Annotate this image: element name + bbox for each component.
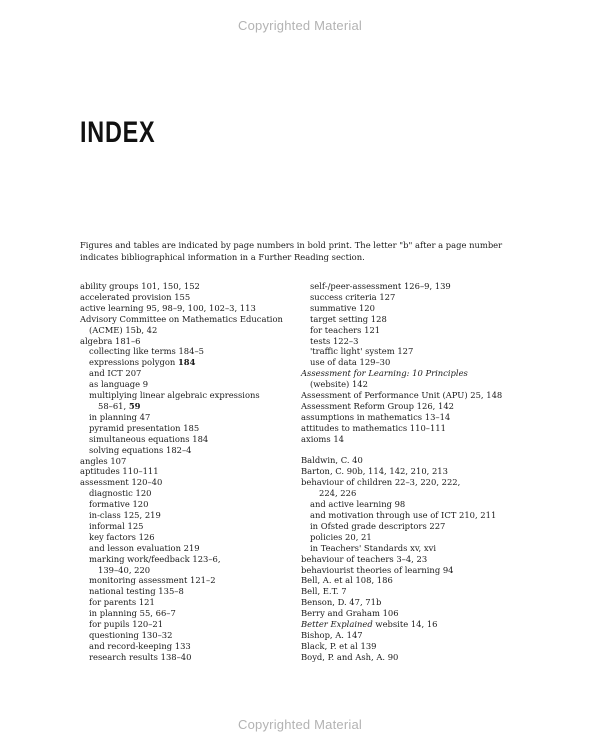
index-entry-text: for parents 121 [89, 597, 155, 608]
index-subentry [301, 488, 521, 499]
index-subentry [301, 346, 521, 357]
index-subentry [80, 445, 285, 456]
index-entry-italic-title: Assessment for Learning: 10 Principles [301, 368, 468, 379]
index-entry-text: solving equations 182–4 [89, 444, 192, 455]
index-entry-text: Bell, A. et al 108, 186 [301, 575, 393, 586]
index-entry-text: assessment 120–40 [80, 477, 163, 488]
index-entry-text: formative 120 [89, 499, 149, 510]
index-subentry [80, 521, 285, 532]
index-entry [301, 423, 521, 434]
index-subentry [80, 510, 285, 521]
index-subentry [80, 532, 285, 543]
index-subentry [80, 630, 285, 641]
index-entry-text: (ACME) 15b, 42 [89, 324, 158, 335]
index-subentry [301, 314, 521, 325]
index-entry-text: behaviour of teachers 3–4, 23 [301, 553, 428, 564]
index-entry [301, 652, 521, 663]
index-entry-text: in planning 47 [89, 411, 151, 422]
index-entry [301, 401, 521, 412]
index-subentry [80, 597, 285, 608]
index-entry-text: behaviourist theories of learning 94 [301, 564, 454, 575]
index-entry [80, 314, 285, 325]
index-entry [301, 619, 521, 630]
index-subentry [80, 379, 285, 390]
index-column-left [80, 281, 285, 663]
index-entry-text: diagnostic 120 [89, 488, 152, 499]
index-entry-text: use of data 129–30 [310, 357, 391, 368]
index-entry-text: target setting 128 [310, 313, 387, 324]
index-entry-text: Assessment of Performance Unit (APU) 25, 148 [301, 390, 503, 401]
index-entry-text: angles 107 [80, 455, 127, 466]
index-entry-text: tests 122–3 [310, 335, 359, 346]
index-entry-text: Benson, D. 47, 71b [301, 597, 382, 608]
index-entry-text: and ICT 207 [89, 368, 142, 379]
index-entry [301, 477, 521, 488]
index-subentry [301, 292, 521, 303]
index-entry-text: Boyd, P. and Ash, A. 90 [301, 651, 399, 662]
index-entry-text: summative 120 [310, 302, 375, 313]
index-entry-text: Bell, E.T. 7 [301, 586, 347, 597]
index-entry-text: Advisory Committee on Mathematics Education [80, 313, 283, 324]
index-entry-text: simultaneous equations 184 [89, 433, 209, 444]
index-entry-text: and record-keeping 133 [89, 640, 191, 651]
index-subentry [301, 336, 521, 347]
index-entry-text: for teachers 121 [310, 324, 381, 335]
index-entry-text: research results 138–40 [89, 651, 192, 662]
index-subentry [301, 521, 521, 532]
index-entry-text: 'traffic light' system 127 [310, 346, 414, 357]
index-entry-text: as language 9 [89, 379, 149, 390]
index-entry-text: pyramid presentation 185 [89, 422, 200, 433]
index-entry-text: Bishop, A. 147 [301, 629, 363, 640]
index-entry-text: marking work/feedback 123–6, [89, 553, 221, 564]
index-entry [301, 597, 521, 608]
index-subentry [80, 325, 285, 336]
index-entry-text: accelerated provision 155 [80, 291, 191, 302]
index-column-right [301, 281, 521, 663]
index-entry-text: questioning 130–32 [89, 630, 173, 640]
index-entry-text: algebra 181–6 [80, 335, 141, 346]
index-entry-text: 139–40, 220 [98, 564, 151, 575]
index-intro-note: Figures and tables are indicated by page numbers in bold print. The letter "b" after a page number indicates bibliographical information in a Further Reading section. [80, 240, 503, 262]
index-entry-text: and motivation through use of ICT 210, 211 [310, 510, 497, 521]
index-entry-text: (website) 142 [310, 379, 368, 390]
index-entry [301, 368, 521, 379]
index-entry-text: and lesson evaluation 219 [89, 542, 200, 553]
index-entry-text: and active learning 98 [310, 499, 406, 510]
index-entry-text: success criteria 127 [310, 291, 396, 302]
index-entry [301, 641, 521, 652]
index-entry [301, 434, 521, 445]
index-subentry [80, 423, 285, 434]
index-subentry [80, 401, 285, 412]
index-entry-text: in Teachers' Standards xv, xvi [310, 542, 437, 553]
index-subentry [80, 412, 285, 423]
index-entry-text: axioms 14 [301, 433, 344, 444]
index-entry-text: Assessment Reform Group 126, 142 [301, 400, 454, 411]
index-entry-text: Berry and Graham 106 [301, 608, 399, 619]
index-subentry [301, 499, 521, 510]
index-subentry [301, 532, 521, 543]
index-section-gap [301, 445, 521, 456]
index-entry-text: informal 125 [89, 520, 144, 531]
index-entry [80, 303, 285, 314]
index-entry [301, 466, 521, 477]
index-entry-text: policies 20, 21 [310, 531, 372, 542]
index-entry-figure-page: 184 [177, 357, 196, 368]
index-entry-text: assumptions in mathematics 13–14 [301, 411, 451, 422]
index-entry [301, 586, 521, 597]
index-subentry [80, 346, 285, 357]
index-subentry [301, 281, 521, 292]
index-entry-text: in-class 125, 219 [89, 510, 161, 521]
index-entry-text: self-/peer-assessment 126–9, 139 [310, 281, 451, 291]
index-subentry [80, 652, 285, 663]
index-entry-text: website 14, 16 [372, 619, 438, 630]
index-subentry [80, 368, 285, 379]
index-entry [80, 336, 285, 347]
index-subentry [80, 543, 285, 554]
index-entry-text: collecting like terms 184–5 [89, 346, 204, 357]
index-subentry [80, 565, 285, 576]
index-subentry [80, 434, 285, 445]
index-entry [301, 390, 521, 401]
index-entry-text: expressions polygon [89, 357, 178, 368]
index-entry [301, 575, 521, 586]
index-subentry [301, 379, 521, 390]
index-subentry [80, 554, 285, 565]
index-entry-text: Black, P. et al 139 [301, 640, 377, 651]
index-entry [80, 477, 285, 488]
index-entry-text: national testing 135–8 [89, 586, 184, 597]
index-subentry [80, 619, 285, 630]
index-entry [80, 456, 285, 467]
index-entry-text: Barton, C. 90b, 114, 142, 210, 213 [301, 466, 448, 477]
index-entry-text: in Ofsted grade descriptors 227 [310, 520, 446, 531]
index-entry-text: aptitudes 110–111 [80, 466, 159, 477]
index-subentry [80, 390, 285, 401]
index-subentry [301, 543, 521, 554]
index-subentry [80, 641, 285, 652]
index-entry-text: for pupils 120–21 [89, 619, 164, 630]
index-entry-italic-title: Better Explained [301, 619, 373, 630]
watermark-bottom: Copyrighted Material [238, 717, 362, 732]
index-subentry [80, 499, 285, 510]
index-entry-text: key factors 126 [89, 531, 155, 542]
index-entry [80, 466, 285, 477]
index-entry [80, 292, 285, 303]
index-entry-text: attitudes to mathematics 110–111 [301, 422, 446, 433]
index-subentry [80, 488, 285, 499]
index-entry [301, 412, 521, 423]
index-entry [301, 608, 521, 619]
index-entry-text: in planning 55, 66–7 [89, 608, 176, 619]
index-entry-text: monitoring assessment 121–2 [89, 575, 216, 586]
index-entry-figure-page: 59 [128, 400, 141, 411]
index-subentry [80, 586, 285, 597]
index-entry [301, 630, 521, 641]
index-subentry [301, 303, 521, 314]
watermark-top: Copyrighted Material [238, 18, 362, 33]
index-subentry [301, 325, 521, 336]
index-entry-text: Baldwin, C. 40 [301, 455, 363, 466]
index-subentry [301, 510, 521, 521]
index-entry-text: behaviour of children 22–3, 220, 222, [301, 477, 461, 488]
index-entry [301, 565, 521, 576]
index-entry-text: multiplying linear algebraic expressions [89, 390, 260, 401]
index-entry [80, 281, 285, 292]
index-entry [301, 554, 521, 565]
index-subentry [80, 575, 285, 586]
index-entry-text: active learning 95, 98–9, 100, 102–3, 113 [80, 302, 256, 313]
index-subentry [80, 357, 285, 368]
index-subentry [80, 608, 285, 619]
index-entry-text: 58–61, [98, 400, 129, 411]
index-entry-text: 224, 226 [319, 488, 357, 499]
index-entry [301, 455, 521, 466]
index-subentry [301, 357, 521, 368]
page-title: INDEX [80, 116, 156, 149]
index-entry-text: ability groups 101, 150, 152 [80, 281, 200, 291]
